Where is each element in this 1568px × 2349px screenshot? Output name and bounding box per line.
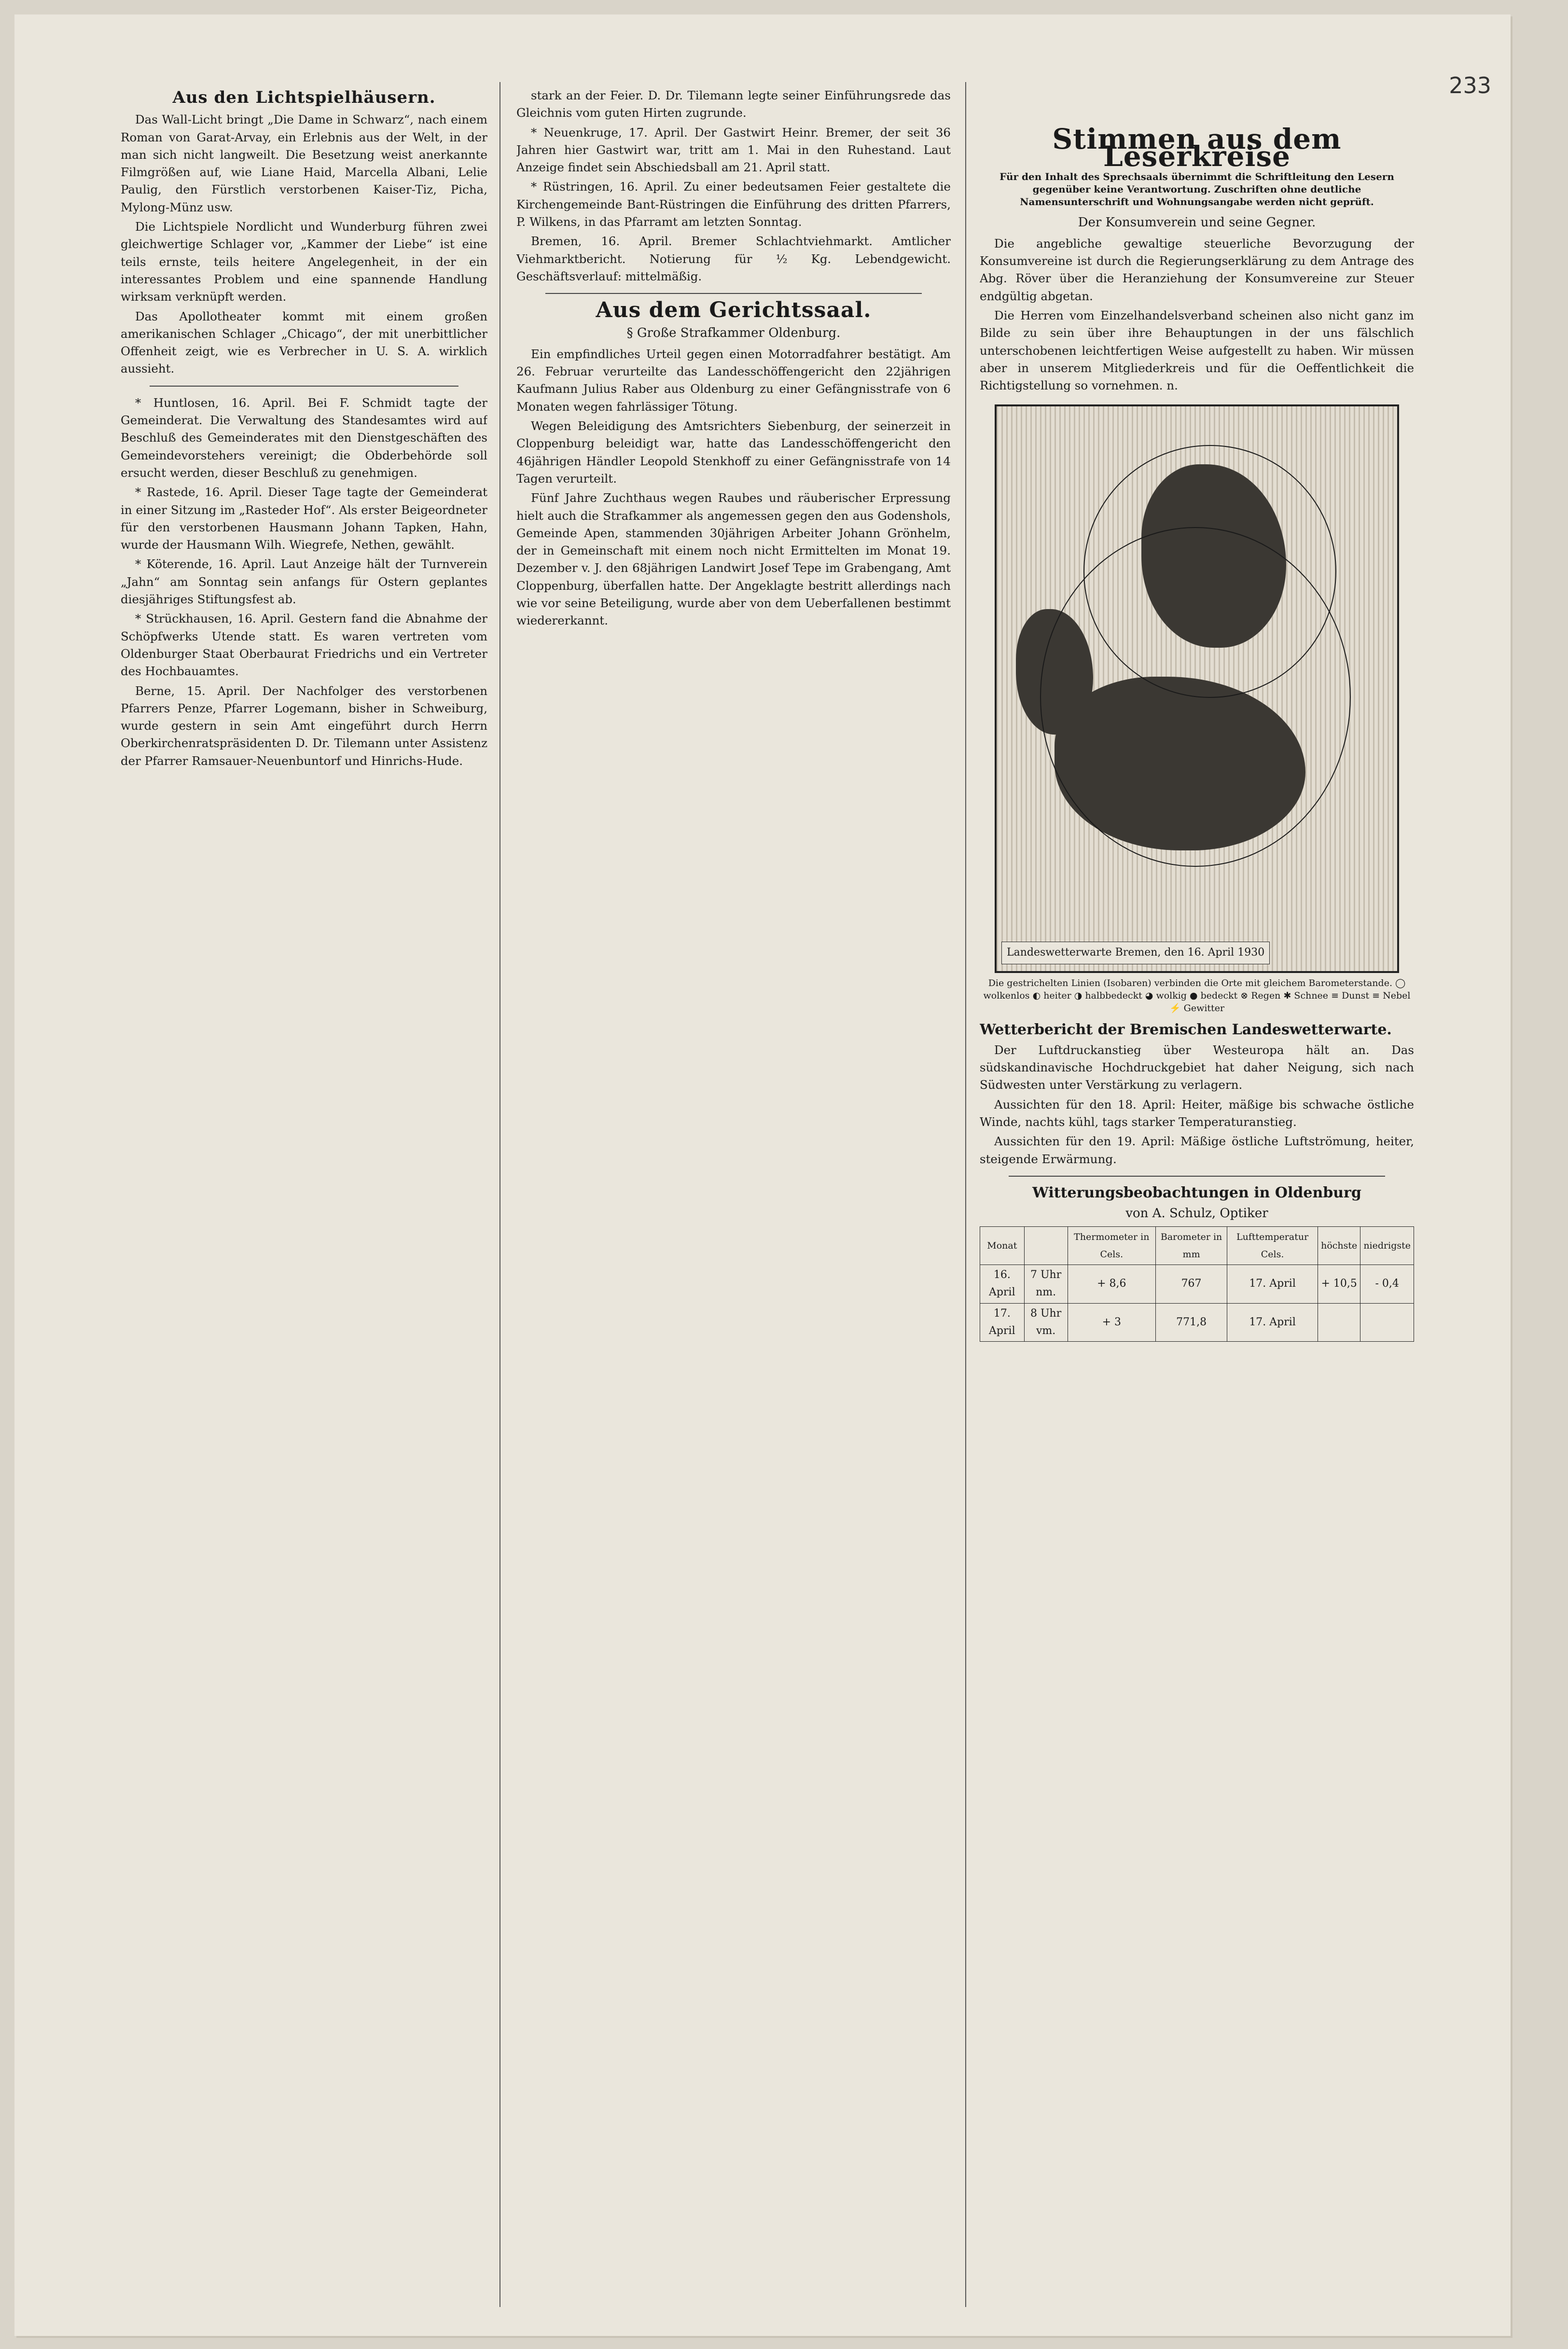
table-header: niedrigste — [1360, 1226, 1414, 1265]
court-subheading: § Große Strafkammer Oldenburg. — [626, 325, 841, 340]
table-row — [980, 1303, 1414, 1342]
table-cell: 17. April — [1227, 1303, 1318, 1342]
section-heading-readers: Stimmen aus dem Leserkreise — [1052, 123, 1342, 173]
table-cell: + 8,6 — [1068, 1265, 1155, 1304]
table-header — [1024, 1226, 1068, 1265]
market-report-paragraph: Bremen, 16. April. Bremer Schlachtviehmarkt. Amtlicher Viehmarktbericht. Notierung für ½ Kg. Lebendgewicht. Geschäftsverlauf: mittelmäßig. — [516, 234, 951, 283]
section-heading-cinemas: Aus den Lichtspielhäusern. — [172, 88, 436, 107]
table-header-row — [980, 1226, 1414, 1265]
local-news-paragraph: * Neuenkruge, 17. April. Der Gastwirt Heinr. Bremer, der seit 36 Jahren hier Gastwirt war, tritt am 1. Mai in den Ruhestand. Laut Anzeige findet sein Abschiedsball am 21. April statt. — [516, 125, 951, 175]
local-news-paragraph: Berne, 15. April. Der Nachfolger des verstorbenen Pfarrers Penze, Pfarrer Logemann, bisher in Schweiburg, wurde gestern in sein Amt eingeführt durch Herrn Oberkirchenratspräsidenten D. Dr. Tilemann unter Assistenz der Pfarrer Ramsauer-Neuenbuntorf und Hinrichs-Hude. — [121, 683, 487, 768]
map-isobar — [1040, 527, 1351, 867]
table-cell: - 0,4 — [1360, 1265, 1414, 1304]
court-paragraph: Wegen Beleidigung des Amtsrichters Siebenburg, der seinerzeit in Cloppenburg beleidigt war, hatte das Landesschöffengericht den 46jährigen Händler Leopold Stenkhoff zu einer Gefängnisstrafe von 14 Tagen verurteilt. — [516, 419, 951, 486]
table-header: Monat — [980, 1226, 1025, 1265]
map-legend: Die gestrichelten Linien (Isobaren) verbinden die Orte mit gleichem Barometerstande. ◯ wolkenlos ◐ heiter ◑ halbbedeckt ◕ wolkig ● bedeckt ⊗ Regen ✱ Schnee ≡ Dunst ≡ Nebel ⚡ Gewitter — [983, 977, 1411, 1014]
table-header: höchste — [1318, 1226, 1360, 1265]
article-paragraph: Das Apollotheater kommt mit einem großen amerikanischen Schlager „Chicago“, der mit unerbittlicher Offenheit zeigt, wie es Verbrecher in U. S. A. wirklich aussieht. — [121, 309, 487, 376]
table-cell: 16. April — [980, 1265, 1025, 1304]
map-caption: Landeswetterwarte Bremen, den 16. April 1930 — [1001, 942, 1270, 964]
letter-paragraph: Die Herren vom Einzelhandelsverband scheinen also nicht ganz im Bilde zu sein über ihre Behauptungen in der uns fälschlich unterschobenen leichtfertigen Weise aufgestellt zu haben. Wir müssen aber in unserem Mitgliederkreis und für die Oeffentlichkeit die Richtigstellung so vornehmen. n. — [980, 308, 1414, 393]
observations-heading: Witterungsbeobachtungen in Oldenburg — [1032, 1184, 1361, 1201]
letter-paragraph: Die angebliche gewaltige steuerliche Bevorzugung der Konsumvereine ist durch die Regierungserklärung zu dem Antrage des Abg. Röver über die Heranziehung der Konsumvereine zur Steuer endgültig abgetan. — [980, 236, 1414, 303]
table-cell: + 10,5 — [1318, 1265, 1360, 1304]
weather-map — [995, 404, 1399, 973]
table-cell: 7 Uhr nm. — [1024, 1265, 1068, 1304]
article-paragraph: Das Wall-Licht bringt „Die Dame in Schwarz“, nach einem Roman von Garat-Arvay, ein Erlebnis aus der Welt, in der man sich nicht langweilt. Die Besetzung weist anerkannte Filmgrößen auf, wie Liane Haid, Marcella Albani, Lelie Paulig, den Fürstlich verstorbenen Kaiser-Tiz, Picha, Mylong-Münz usw. — [121, 112, 487, 214]
column-2 — [516, 87, 951, 2307]
column-rule — [965, 82, 966, 2307]
table-row — [980, 1265, 1414, 1304]
court-paragraph: Ein empfindliches Urteil gegen einen Motorradfahrer bestätigt. Am 26. Februar verurteilte das Landesschöffengericht den 22jährigen Kaufmann Julius Raber aus Oldenburg zu einer Gefängnisstrafe von 6 Monaten wegen fahrlässiger Tötung. — [516, 347, 951, 414]
table-cell: 767 — [1156, 1265, 1227, 1304]
local-news-paragraph: * Strückhausen, 16. April. Gestern fand die Abnahme der Schöpfwerks Utende statt. Es waren vertreten vom Oldenburger Staat Oberbaurat Friedrichs und ein Vertreter des Hochbauamtes. — [121, 612, 487, 679]
table-header: Lufttemperatur Cels. — [1227, 1226, 1318, 1265]
local-news-paragraph: * Huntlosen, 16. April. Bei F. Schmidt tagte der Gemeinderat. Die Verwaltung des Standesamtes wird auf Beschluß des Gemeinderates mit den Dienstgeschäften des Gemeindevorstehers vereinigt; die Obderbehörde soll ersucht werden, dieser Beschluß zu genehmigen. — [121, 395, 487, 480]
page-number: 233 — [1449, 72, 1491, 98]
newspaper-page — [14, 14, 1511, 2336]
letter-subheading: Der Konsumverein und seine Gegner. — [1078, 215, 1316, 230]
local-news-paragraph: * Rüstringen, 16. April. Zu einer bedeutsamen Feier gestaltete die Kirchengemeinde Bant-Rüstringen die Einführung des dritten Pfarrers, P. Wilkens, in das Pfarramt am letzten Sonntag. — [516, 180, 951, 229]
divider — [150, 386, 458, 387]
table-cell: 771,8 — [1156, 1303, 1227, 1342]
editorial-note: Für den Inhalt des Sprechsaals übernimmt die Schriftleitung den Lesern gegenüber keine Verantwortung. Zuschriften ohne deutliche Namensunterschrift und Wohnungsangabe werden nicht geprüft. — [999, 170, 1394, 208]
local-news-paragraph: stark an der Feier. D. Dr. Tilemann legte seiner Einführungsrede das Gleichnis vom guten Hirten zugrunde. — [516, 88, 951, 120]
court-paragraph: Fünf Jahre Zuchthaus wegen Raubes und räuberischer Erpressung hielt auch die Strafkammer als angemessen gegen den aus Godenshols, Gemeinde Apen, stammenden 30jährigen Arbeiter Johann Grönhelm, der in Gemeinschaft mit einem noch nicht Ermittelten im Monat 19. Dezember v. J. den 68jährigen Landwirt Josef Tepe im Grabengang, Amt Cloppenburg, überfallen hatte. Der Angeklagte bestritt allerdings nach wie vor seine Beteiligung, wurde aber von dem Ueberfallenen bestimmt wiedererkannt. — [516, 491, 951, 628]
divider — [1009, 1176, 1385, 1177]
article-paragraph: Die Lichtspiele Nordlicht und Wunderburg führen zwei gleichwertige Schlager vor, „Kammer der Liebe“ ist eine teils ernste, teils heitere Angelegenheit, in der ein interessantes Problem und eine spannende Handlung wirksam verknüpft werden. — [121, 220, 487, 304]
local-news-paragraph: * Köterende, 16. April. Laut Anzeige hält der Turnverein „Jahn“ am Sonntag sein anfangs für Ostern geplantes diesjähriges Stiftungsfest ab. — [121, 557, 487, 607]
weather-report-heading: Wetterbericht der Bremischen Landeswetterwarte. — [980, 1021, 1392, 1038]
table-cell: 17. April — [980, 1303, 1025, 1342]
table-header: Thermometer in Cels. — [1068, 1226, 1155, 1265]
table-cell — [1318, 1303, 1360, 1342]
observations-table — [980, 1226, 1414, 1342]
column-3 — [980, 87, 1414, 2307]
local-news-paragraph: * Rastede, 16. April. Dieser Tage tagte der Gemeinderat in einer Sitzung im „Rasteder Hof“. Als erster Beigeordneter für den verstorbenen Hausmann Johann Tapken, Hahn, wurde der Hausmann Wilh. Wiegrefe, Nethen, gewählt. — [121, 485, 487, 552]
weather-paragraph: Aussichten für den 19. April: Mäßige östliche Luftströmung, heiter, steigende Erwärmung. — [980, 1134, 1414, 1166]
weather-paragraph: Der Luftdruckanstieg über Westeuropa hält an. Das südskandinavische Hochdruckgebiet hat daher Neigung, sich nach Südwesten unter Verstärkung zu verlagern. — [980, 1042, 1414, 1092]
section-heading-court: Aus dem Gerichtssaal. — [596, 298, 872, 323]
table-header: Barometer in mm — [1156, 1226, 1227, 1265]
table-cell: + 3 — [1068, 1303, 1155, 1342]
weather-paragraph: Aussichten für den 18. April: Heiter, mäßige bis schwache östliche Winde, nachts kühl, tags starker Temperaturanstieg. — [980, 1097, 1414, 1129]
table-cell: 17. April — [1227, 1265, 1318, 1304]
divider — [545, 293, 922, 294]
column-1 — [121, 87, 487, 2307]
observations-author: von A. Schulz, Optiker — [1125, 1206, 1268, 1221]
table-cell — [1360, 1303, 1414, 1342]
table-cell: 8 Uhr vm. — [1024, 1303, 1068, 1342]
